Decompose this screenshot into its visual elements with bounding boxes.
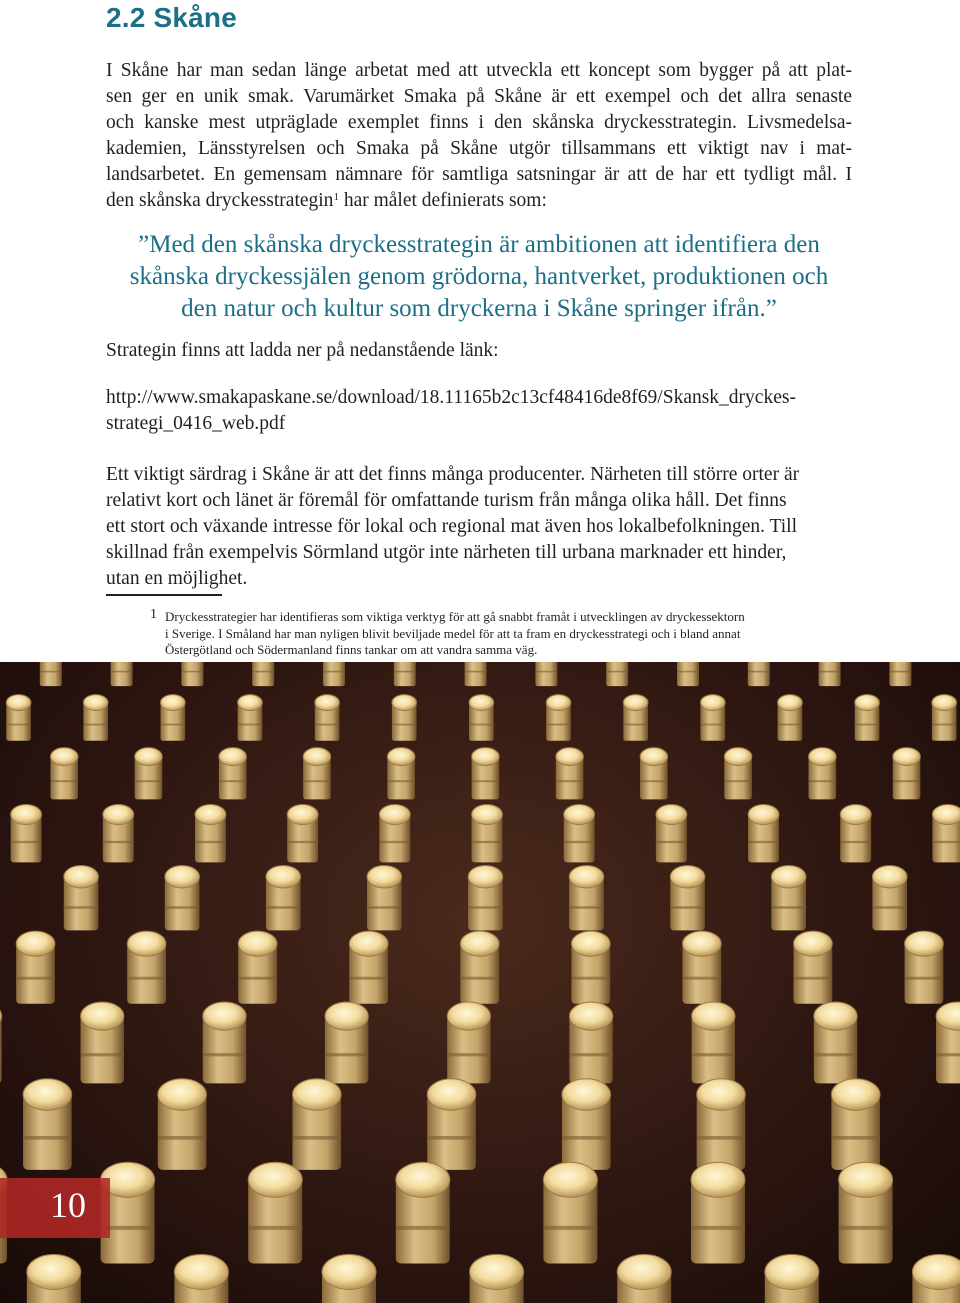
cork-bottle [839, 1162, 893, 1263]
cork-bottle [325, 1002, 368, 1083]
cork-bottle [535, 662, 557, 686]
intro-line: I Skåne har man sedan länge arbetat med att utveckla ett koncept som bygger på att plat- [106, 60, 852, 81]
cork-bottle [387, 748, 415, 800]
cork-bottle [11, 804, 42, 862]
cork-bottle [379, 804, 410, 862]
cork-bottle [16, 931, 55, 1004]
cork-bottle [819, 662, 841, 686]
cork-bottle [556, 748, 584, 800]
cork-bottle [323, 662, 345, 686]
corks-illustration [0, 662, 960, 1303]
cork-bottle [778, 695, 803, 741]
cork-bottle [50, 748, 78, 800]
cork-bottle [158, 1079, 207, 1170]
intro-line: och kanske mest utpräglade exemplet finns i den skånska dryckesstrategin. Livsmedelsa- [106, 112, 852, 133]
cork-bottle [103, 804, 134, 862]
cork-bottle [468, 865, 503, 930]
cork-bottle [6, 695, 31, 741]
cork-bottle [292, 1079, 341, 1170]
cork-bottle [161, 695, 186, 741]
cork-bottle [794, 931, 833, 1004]
strategy-link[interactable] [106, 385, 852, 437]
cork-bottle [349, 931, 388, 1004]
cork-bottle [174, 1254, 228, 1303]
intro-last-line [106, 188, 852, 214]
footnote-line: Dryckesstrategier har identifieras som viktiga verktyg för att gå snabbt framåt i utvecklingen av dryckessektorn [165, 609, 745, 624]
footnote-number: 1 [150, 607, 157, 622]
strategy-quote [106, 229, 852, 325]
cork-bottle [840, 804, 871, 862]
cork-bottle [855, 695, 880, 741]
cork-bottle [287, 804, 318, 862]
cork-bottle [543, 1162, 597, 1263]
cork-bottle [238, 931, 277, 1004]
strategy-url-line[interactable]: http://www.smakapaskane.se/download/18.11165b2c13cf48416de8f69/Skansk_dryckes- [106, 387, 796, 408]
cork-bottle [677, 662, 699, 686]
cork-bottle [889, 662, 911, 686]
cork-bottle [396, 1162, 450, 1263]
intro-line: sen ger en unik smak. Varumärket Smaka på Skåne är ett exempel och det allra senaste [106, 86, 852, 107]
paragraph-line: utan en möjlighet. [106, 568, 248, 589]
cork-bottle [81, 1002, 124, 1083]
cork-bottle [83, 695, 108, 741]
footnote-text [165, 609, 745, 659]
footnote-line: Östergötland och Södermanland finns tankar om att vandra samma väg. [165, 642, 538, 657]
cork-bottle [252, 662, 274, 686]
cork-bottle [809, 748, 837, 800]
cork-bottle [656, 804, 687, 862]
cork-bottle [670, 865, 705, 930]
intro-line: kademien, Länsstyrelsen och Smaka på Skåne utgör tillsammans ett viktigt nav i mat- [106, 138, 852, 159]
cork-bottle [40, 662, 62, 686]
cork-bottle [771, 865, 806, 930]
paragraph-line: relativt kort och länet är föremål för omfattande turism från många olika håll. Det finns [106, 490, 787, 511]
footnote-reference[interactable]: 1 [333, 191, 339, 203]
cork-bottle [248, 1162, 302, 1263]
bottle-corks-photo [0, 662, 960, 1303]
cork-bottle [135, 748, 163, 800]
cork-bottle [111, 662, 133, 686]
cork-bottle [470, 1254, 524, 1303]
cork-bottle [606, 662, 628, 686]
footnote-line: i Sverige. I Småland har man nyligen blivit beviljade medel för att ta fram en dryckesstrategi och i bland annat [165, 625, 741, 641]
quote-line: ”Med den skånska dryckesstrategin är ambitionen att identifiera den [138, 231, 820, 258]
quote-line: den natur och kultur som dryckerna i Skåne springer ifrån.” [181, 295, 777, 322]
cork-bottle [315, 695, 340, 741]
intro-paragraph [106, 58, 852, 214]
cork-bottle [724, 748, 752, 800]
section-heading: 2.2 Skåne [106, 2, 237, 33]
cork-bottle [303, 748, 331, 800]
cork-bottle [748, 662, 770, 686]
cork-bottle [932, 804, 960, 862]
cork-bottle [427, 1079, 476, 1170]
cork-bottle [893, 748, 921, 800]
producers-paragraph [106, 462, 852, 592]
cork-bottle [546, 695, 571, 741]
cork-bottle [195, 804, 226, 862]
cork-bottle [472, 804, 503, 862]
cork-bottle [322, 1254, 376, 1303]
cork-bottle [64, 865, 99, 930]
cork-bottle [472, 748, 500, 800]
cork-bottle [469, 695, 494, 741]
cork-bottle [748, 804, 779, 862]
cork-bottle [691, 1162, 745, 1263]
cork-bottle [181, 662, 203, 686]
cork-bottle [266, 865, 301, 930]
cork-bottle [394, 662, 416, 686]
cork-bottle [562, 1079, 611, 1170]
strategy-link-intro: Strategin finns att ladda ner på nedanstående länk: [106, 340, 499, 361]
cork-bottle [936, 1002, 960, 1083]
page-number: 10 [50, 1185, 86, 1225]
cork-bottle [447, 1002, 490, 1083]
cork-bottle [569, 865, 604, 930]
quote-line: skånska dryckessjälen genom grödorna, hantverket, produktionen och [129, 263, 829, 290]
cork-bottle [127, 931, 166, 1004]
cork-bottle [640, 748, 668, 800]
paragraph-line: ett stort och växande intresse för lokal och regional mat även hos lokalbefolkningen. Till [106, 516, 798, 537]
cork-bottle [23, 1079, 72, 1170]
cork-bottle [238, 695, 263, 741]
cork-bottle [27, 1254, 81, 1303]
cork-bottle [912, 1254, 960, 1303]
paragraph-line: skillnad från exempelvis Sörmland utgör inte närheten till urbana marknader ett hinder, [106, 542, 787, 563]
intro-last-before: den skånska dryckesstrategin [106, 190, 334, 211]
cork-bottle [905, 931, 944, 1004]
cork-bottle [564, 804, 595, 862]
intro-line: landsarbetet. En gemensam nämnare för samtliga satsningar är att de har ett tydligt mål. I [106, 164, 852, 185]
cork-bottle [697, 1079, 746, 1170]
cork-bottle [617, 1254, 671, 1303]
cork-bottle [682, 931, 721, 1004]
cork-bottle [367, 865, 402, 930]
cork-bottle [872, 865, 907, 930]
strategy-url-line[interactable]: strategi_0416_web.pdf [106, 413, 286, 434]
cork-bottle [623, 695, 648, 741]
cork-bottle [465, 662, 487, 686]
cork-bottle [219, 748, 247, 800]
intro-last-after: har målet definierats som: [338, 190, 547, 211]
cork-bottle [932, 695, 957, 741]
cork-bottle [165, 865, 200, 930]
cork-bottle [765, 1254, 819, 1303]
cork-bottle [203, 1002, 246, 1083]
cork-bottle [692, 1002, 735, 1083]
cork-bottle [700, 695, 725, 741]
cork-bottle [460, 931, 499, 1004]
paragraph-line: Ett viktigt särdrag i Skåne är att det finns många producenter. Närheten till större orter är [106, 464, 800, 485]
cork-bottle [569, 1002, 612, 1083]
cork-bottle [0, 1002, 2, 1083]
cork-bottle [392, 695, 417, 741]
footnote-divider [106, 594, 222, 596]
cork-bottle [814, 1002, 857, 1083]
cork-bottle [571, 931, 610, 1004]
cork-bottle [831, 1079, 880, 1170]
